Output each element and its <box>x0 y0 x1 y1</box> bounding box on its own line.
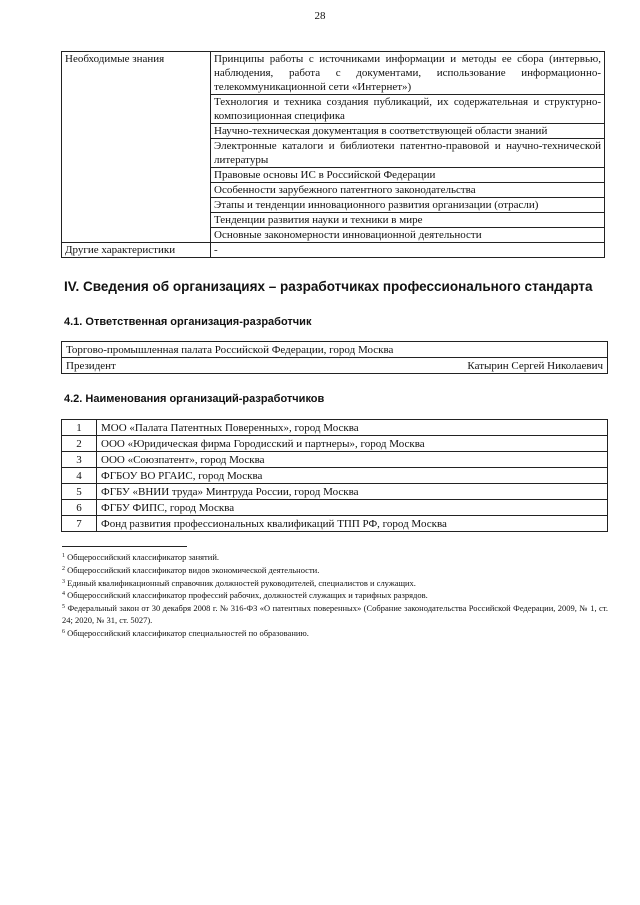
developer-name: ФГБУ «ВНИИ труда» Минтруда России, город Москва <box>97 484 608 500</box>
developer-name: МОО «Палата Патентных Поверенных», город Москва <box>97 420 608 436</box>
footnote-text: Общероссийский классификатор видов экономической деятельности. <box>67 564 320 575</box>
footnote <box>62 564 608 577</box>
footnote-text: Общероссийский классификатор занятий. <box>67 552 219 562</box>
responsible-heading: 4.1. Ответственная организация-разработчик <box>64 316 312 328</box>
table-row <box>62 436 608 452</box>
developer-number: 5 <box>62 484 97 500</box>
footnote <box>62 627 608 640</box>
developer-number: 3 <box>62 452 97 468</box>
developer-name: ООО «Союзпатент», город Москва <box>97 452 608 468</box>
responsible-position: Президент <box>66 360 116 372</box>
responsible-signatory <box>62 358 608 374</box>
footnote-text: Федеральный закон от 30 декабря 2008 г. № 316-ФЗ «О патентных поверенных» (Собрание законодательства Российской Федерации, 2009, № 1, ст. 24; 2020, № 31, ст. 5027). <box>62 603 608 625</box>
developer-name: ФГБОУ ВО РГАИС, город Москва <box>97 468 608 484</box>
table-row <box>62 52 605 95</box>
footnote-mark: 1 <box>62 553 65 559</box>
footnote <box>62 589 608 602</box>
knowledge-item: Особенности зарубежного патентного законодательства <box>211 183 605 198</box>
footnote-text: Общероссийский классификатор специальностей по образованию. <box>67 627 309 638</box>
footnote-text: Общероссийский классификатор профессий рабочих, должностей служащих и тарифных разрядов. <box>67 590 428 601</box>
table-row <box>62 342 608 358</box>
page-number: 28 <box>314 10 326 22</box>
developer-name: ООО «Юридическая фирма Городисский и партнеры», город Москва <box>97 436 608 452</box>
knowledge-label: Необходимые знания <box>62 52 211 243</box>
developer-number: 1 <box>62 420 97 436</box>
table-row <box>62 420 608 436</box>
other-value: - <box>211 243 605 258</box>
developer-number: 6 <box>62 500 97 516</box>
responsible-organization: Торгово-промышленная палата Российской Федерации, город Москва <box>62 342 608 358</box>
knowledge-item: Правовые основы ИС в Российской Федерации <box>211 168 605 183</box>
footnotes <box>62 551 608 640</box>
table-row <box>62 468 608 484</box>
developer-number: 7 <box>62 516 97 532</box>
other-label: Другие характеристики <box>62 243 211 258</box>
developers-table <box>61 419 608 532</box>
table-row <box>62 452 608 468</box>
knowledge-table <box>61 51 605 258</box>
knowledge-item: Этапы и тенденции инновационного развития организации (отрасли) <box>211 198 605 213</box>
footnote <box>62 602 608 627</box>
footnote-text: Единый квалификационный справочник должностей руководителей, специалистов и служащих. <box>67 577 416 588</box>
table-row <box>62 516 608 532</box>
knowledge-item: Тенденции развития науки и техники в мире <box>211 213 605 228</box>
developers-heading: 4.2. Наименования организаций-разработчиков <box>64 393 325 405</box>
footnote-mark: 3 <box>62 578 65 585</box>
responsible-person: Катырин Сергей Николаевич <box>467 360 603 372</box>
table-row <box>62 358 608 374</box>
footnote-separator <box>62 546 187 547</box>
developer-name: ФГБУ ФИПС, город Москва <box>97 500 608 516</box>
responsible-table <box>61 341 608 374</box>
knowledge-item: Электронные каталоги и библиотеки патентно-правовой и научно-технической литературы <box>211 139 605 168</box>
developer-number: 2 <box>62 436 97 452</box>
footnote-mark: 6 <box>62 628 65 635</box>
footnote-mark: 2 <box>62 565 65 572</box>
knowledge-item: Принципы работы с источниками информации и методы ее сбора (интервью, наблюдения, работа с документами, использование информационно-телекоммуникационной сети «Интернет») <box>211 52 605 95</box>
table-row <box>62 484 608 500</box>
footnote-mark: 4 <box>62 591 65 598</box>
section-title: IV. Сведения об организациях – разработчиках профессионального стандарта <box>64 279 593 294</box>
knowledge-item: Основные закономерности инновационной деятельности <box>211 228 605 243</box>
footnote-mark: 5 <box>62 604 65 611</box>
knowledge-item: Технология и техника создания публикаций, их содержательная и структурно-композиционная специфика <box>211 95 605 124</box>
table-row <box>62 243 605 258</box>
developer-name: Фонд развития профессиональных квалификаций ТПП РФ, город Москва <box>97 516 608 532</box>
developer-number: 4 <box>62 468 97 484</box>
footnote <box>62 551 608 564</box>
knowledge-item: Научно-техническая документация в соответствующей области знаний <box>211 124 605 139</box>
footnote <box>62 577 608 590</box>
table-row <box>62 500 608 516</box>
